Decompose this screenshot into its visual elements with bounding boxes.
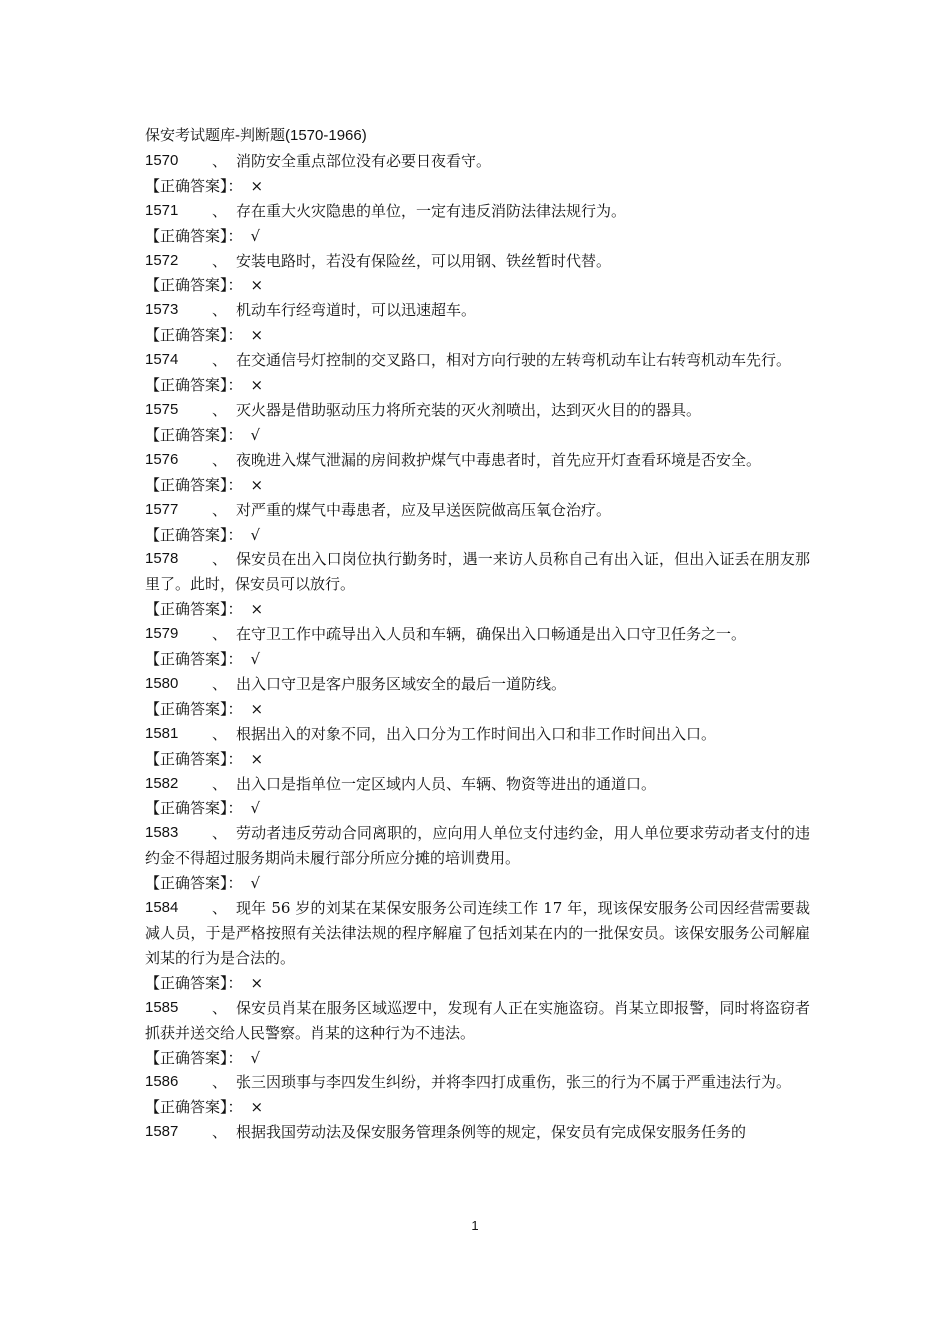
question-text-line — [145, 772, 810, 797]
question-text-line — [145, 547, 810, 597]
answer-label: 【正确答案】： — [145, 799, 243, 818]
answer-line — [145, 224, 810, 249]
answer-label: 【正确答案】： — [145, 425, 243, 444]
cross-mark-icon: × — [250, 276, 264, 295]
question-text-line — [145, 1120, 810, 1145]
answer-label: 【正确答案】： — [145, 176, 243, 195]
answer-label: 【正确答案】： — [145, 326, 243, 345]
question-item — [145, 1120, 810, 1145]
page-content — [145, 124, 810, 1145]
cross-mark-icon: × — [250, 699, 264, 718]
question-number: 1570 — [145, 151, 179, 169]
question-item — [145, 249, 810, 299]
question-number: 1582 — [145, 774, 179, 792]
question-number: 1587 — [145, 1123, 179, 1141]
question-number: 1581 — [145, 724, 179, 742]
question-number: 1574 — [145, 351, 179, 369]
check-mark-icon: √ — [250, 650, 261, 669]
check-mark-icon: √ — [250, 1048, 261, 1067]
question-separator: 、 — [212, 400, 228, 419]
question-number: 1580 — [145, 674, 179, 692]
question-separator: 、 — [212, 674, 228, 693]
question-item — [145, 348, 810, 398]
question-text: 出入口是指单位一定区域内人员、车辆、物资等进出的通道口。 — [236, 774, 657, 793]
answer-label: 【正确答案】： — [145, 1048, 243, 1067]
question-text-line — [145, 996, 810, 1046]
question-text-line — [145, 348, 810, 373]
answer-label: 【正确答案】： — [145, 376, 243, 395]
cross-mark-icon: × — [250, 326, 264, 345]
answer-line — [145, 174, 810, 199]
answer-line — [145, 597, 810, 622]
question-text: 张三因琐事与李四发生纠纷，并将李四打成重伤，张三的行为不属于严重违法行为。 — [236, 1073, 792, 1092]
answer-label: 【正确答案】： — [145, 699, 243, 718]
question-separator: 、 — [212, 625, 228, 644]
cross-mark-icon: × — [250, 973, 264, 992]
cross-mark-icon: × — [250, 475, 264, 494]
answer-label: 【正确答案】： — [145, 276, 243, 295]
answer-label: 【正确答案】： — [145, 1098, 243, 1117]
question-text: 在守卫工作中疏导出入人员和车辆，确保出入口畅通是出入口守卫任务之一。 — [236, 625, 747, 644]
page-number: 1 — [471, 1218, 479, 1233]
question-item — [145, 298, 810, 348]
question-item — [145, 498, 810, 548]
question-item — [145, 149, 810, 199]
question-list — [145, 149, 810, 1145]
cross-mark-icon: × — [250, 376, 264, 395]
question-text-line — [145, 1070, 810, 1095]
question-text-line — [145, 298, 810, 323]
question-separator: 、 — [212, 1073, 228, 1092]
question-text-line — [145, 398, 810, 423]
question-number: 1572 — [145, 251, 179, 269]
question-text-line — [145, 498, 810, 523]
question-separator: 、 — [212, 500, 228, 519]
answer-line — [145, 423, 810, 448]
question-text-line — [145, 149, 810, 174]
question-separator: 、 — [212, 151, 228, 170]
question-text: 安装电路时，若没有保险丝，可以用钢、铁丝暂时代替。 — [236, 251, 612, 270]
question-text-line — [145, 448, 810, 473]
question-text: 劳动者违反劳动合同离职的，应向用人单位支付违约金，用人单位要求劳动者支付的违约金不得超过服务期尚未履行部分所应分摊的培训费用。 — [145, 824, 810, 868]
answer-line — [145, 373, 810, 398]
question-number: 1575 — [145, 400, 179, 418]
question-item — [145, 398, 810, 448]
question-text-line — [145, 199, 810, 224]
answer-label: 【正确答案】： — [145, 226, 243, 245]
question-number: 1576 — [145, 450, 179, 468]
check-mark-icon: √ — [250, 425, 261, 444]
check-mark-icon: √ — [250, 799, 261, 818]
answer-line — [145, 1046, 810, 1071]
answer-line — [145, 523, 810, 548]
answer-line — [145, 273, 810, 298]
question-separator: 、 — [212, 824, 228, 843]
question-text: 消防安全重点部位没有必要日夜看守。 — [236, 151, 492, 170]
question-number: 1585 — [145, 998, 179, 1016]
question-number: 1586 — [145, 1073, 179, 1091]
cross-mark-icon: × — [250, 1098, 264, 1117]
question-separator: 、 — [212, 550, 228, 569]
cross-mark-icon: × — [250, 749, 264, 768]
question-text: 保安员肖某在服务区域巡逻中，发现有人正在实施盗窃。肖某立即报警，同时将盗窃者抓获并送交给人民警察。肖某的这种行为不违法。 — [145, 998, 810, 1042]
question-text-line — [145, 821, 810, 871]
question-separator: 、 — [212, 899, 228, 918]
answer-label: 【正确答案】： — [145, 475, 243, 494]
question-separator: 、 — [212, 351, 228, 370]
question-number: 1573 — [145, 301, 179, 319]
question-number: 1578 — [145, 550, 179, 568]
answer-line — [145, 1095, 810, 1120]
document-title: 保安考试题库-判断题(1570-1966) — [145, 127, 367, 144]
question-item — [145, 199, 810, 249]
answer-line — [145, 747, 810, 772]
question-item — [145, 1070, 810, 1120]
question-item — [145, 672, 810, 722]
question-text: 根据我国劳动法及保安服务管理条例等的规定，保安员有完成保安服务任务的 — [236, 1123, 747, 1142]
answer-line — [145, 796, 810, 821]
question-text: 根据出入的对象不同，出入口分为工作时间出入口和非工作时间出入口。 — [236, 724, 717, 743]
question-number: 1583 — [145, 824, 179, 842]
question-text-line — [145, 896, 810, 971]
question-item — [145, 722, 810, 772]
answer-label: 【正确答案】： — [145, 874, 243, 893]
question-item — [145, 547, 810, 622]
answer-line — [145, 473, 810, 498]
question-separator: 、 — [212, 251, 228, 270]
cross-mark-icon: × — [250, 600, 264, 619]
answer-line — [145, 323, 810, 348]
question-item — [145, 622, 810, 672]
answer-label: 【正确答案】： — [145, 749, 243, 768]
question-item — [145, 448, 810, 498]
question-separator: 、 — [212, 1123, 228, 1142]
question-text-line — [145, 672, 810, 697]
check-mark-icon: √ — [250, 525, 261, 544]
check-mark-icon: √ — [250, 874, 261, 893]
question-number: 1571 — [145, 201, 179, 219]
question-separator: 、 — [212, 724, 228, 743]
question-separator: 、 — [212, 201, 228, 220]
question-text: 对严重的煤气中毒患者，应及早送医院做高压氧仓治疗。 — [236, 500, 612, 519]
question-item — [145, 996, 810, 1071]
question-text: 在交通信号灯控制的交叉路口，相对方向行驶的左转弯机动车让右转弯机动车先行。 — [236, 351, 792, 370]
question-text-line — [145, 249, 810, 274]
question-text: 保安员在出入口岗位执行勤务时，遇一来访人员称自己有出入证，但出入证丢在朋友那里了。此时，保安员可以放行。 — [145, 550, 810, 594]
question-text-line — [145, 622, 810, 647]
question-separator: 、 — [212, 450, 228, 469]
question-item — [145, 772, 810, 822]
answer-label: 【正确答案】： — [145, 600, 243, 619]
question-item — [145, 821, 810, 896]
answer-label: 【正确答案】： — [145, 650, 243, 669]
question-number: 1579 — [145, 625, 179, 643]
question-item — [145, 896, 810, 996]
question-number: 1584 — [145, 899, 179, 917]
question-separator: 、 — [212, 301, 228, 320]
question-separator: 、 — [212, 998, 228, 1017]
answer-line — [145, 871, 810, 896]
question-text: 夜晚进入煤气泄漏的房间救护煤气中毒患者时，首先应开灯查看环境是否安全。 — [236, 450, 762, 469]
question-separator: 、 — [212, 774, 228, 793]
cross-mark-icon: × — [250, 176, 264, 195]
answer-label: 【正确答案】： — [145, 973, 243, 992]
question-text: 出入口守卫是客户服务区域安全的最后一道防线。 — [236, 674, 567, 693]
question-text: 机动车行经弯道时，可以迅速超车。 — [236, 301, 477, 320]
question-number: 1577 — [145, 500, 179, 518]
answer-label: 【正确答案】： — [145, 525, 243, 544]
answer-line — [145, 971, 810, 996]
question-text-line — [145, 722, 810, 747]
question-text: 存在重大火灾隐患的单位，一定有违反消防法律法规行为。 — [236, 201, 627, 220]
answer-line — [145, 697, 810, 722]
answer-line — [145, 647, 810, 672]
question-text: 现年 56 岁的刘某在某保安服务公司连续工作 17 年，现该保安服务公司因经营需要裁减人员，于是严格按照有关法律法规的程序解雇了包括刘某在内的一批保安员。该保安服务公司解雇刘某的行为是合法的。 — [145, 899, 810, 967]
question-text: 灭火器是借助驱动压力将所充装的灭火剂喷出，达到灭火目的的器具。 — [236, 400, 702, 419]
check-mark-icon: √ — [250, 226, 261, 245]
